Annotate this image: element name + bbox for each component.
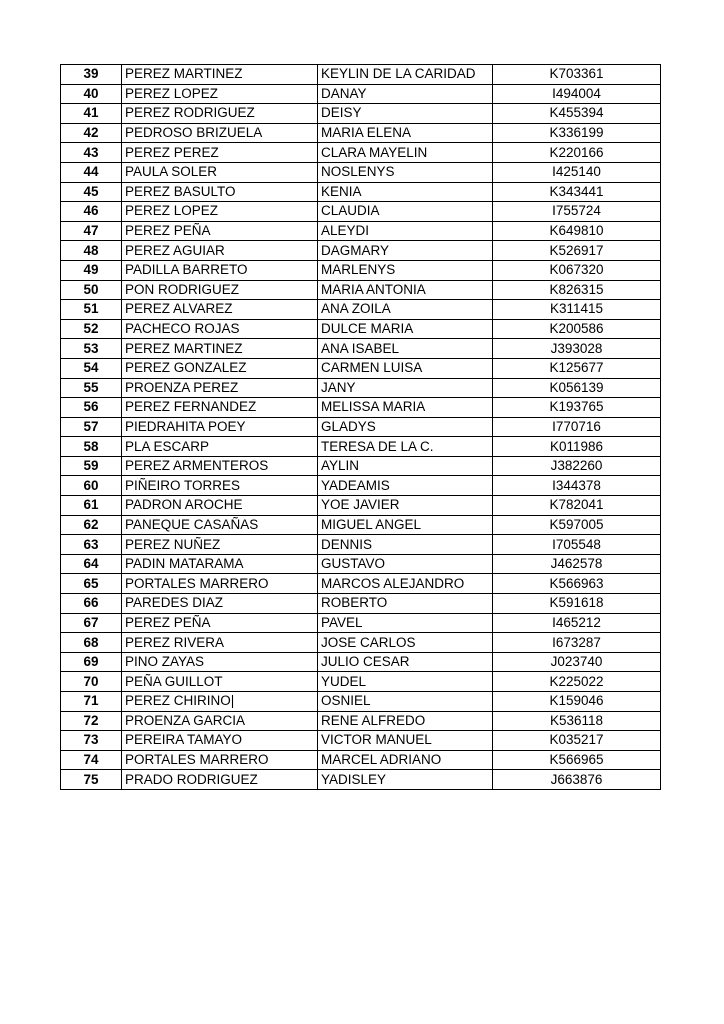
row-number: 66 [61,594,122,614]
id-number-cell: K035217 [493,731,661,751]
table-row [61,515,661,535]
table-row [61,182,661,202]
row-number: 50 [61,280,122,300]
surname-cell: PADILLA BARRETO [122,260,318,280]
row-number: 54 [61,358,122,378]
given-name-cell: MARLENYS [318,260,493,280]
id-number-cell: I705548 [493,535,661,555]
row-number: 47 [61,221,122,241]
surname-cell: PIÑEIRO TORRES [122,476,318,496]
table-row [61,358,661,378]
surname-cell: PEREZ AGUIAR [122,241,318,261]
row-number: 59 [61,456,122,476]
surname-cell: PEREZ MARTINEZ [122,339,318,359]
row-number: 68 [61,633,122,653]
surname-cell: PINO ZAYAS [122,652,318,672]
given-name-cell: VICTOR MANUEL [318,731,493,751]
id-number-cell: K591618 [493,594,661,614]
given-name-cell: GUSTAVO [318,554,493,574]
given-name-cell: DEISY [318,104,493,124]
id-number-cell: J393028 [493,339,661,359]
given-name-cell: NOSLENYS [318,162,493,182]
table-row [61,770,661,790]
given-name-cell: JULIO CESAR [318,652,493,672]
id-number-cell: K536118 [493,711,661,731]
row-number: 57 [61,417,122,437]
row-number: 71 [61,692,122,712]
id-number-cell: K336199 [493,123,661,143]
row-number: 69 [61,652,122,672]
row-number: 41 [61,104,122,124]
surname-cell: PADRON AROCHE [122,496,318,516]
given-name-cell: JOSE CARLOS [318,633,493,653]
table-row [61,280,661,300]
row-number: 51 [61,300,122,320]
row-number: 55 [61,378,122,398]
row-number: 73 [61,731,122,751]
id-number-cell: K826315 [493,280,661,300]
surname-cell: PRADO RODRIGUEZ [122,770,318,790]
row-number: 43 [61,143,122,163]
row-number: 65 [61,574,122,594]
id-number-cell: K311415 [493,300,661,320]
given-name-cell: MIGUEL ANGEL [318,515,493,535]
table-row [61,594,661,614]
surname-cell: PEREZ PEÑA [122,221,318,241]
row-number: 56 [61,398,122,418]
table-row [61,84,661,104]
row-number: 63 [61,535,122,555]
id-number-cell: I755724 [493,202,661,222]
row-number: 49 [61,260,122,280]
id-number-cell: K703361 [493,65,661,85]
given-name-cell: JANY [318,378,493,398]
row-number: 44 [61,162,122,182]
surname-cell: PROENZA GARCIA [122,711,318,731]
given-name-cell: DENNIS [318,535,493,555]
given-name-cell: TERESA DE LA C. [318,437,493,457]
id-number-cell: K649810 [493,221,661,241]
row-number: 70 [61,672,122,692]
given-name-cell: DANAY [318,84,493,104]
surname-cell: PEREZ ALVAREZ [122,300,318,320]
row-number: 72 [61,711,122,731]
id-number-cell: K566963 [493,574,661,594]
table-row [61,241,661,261]
table-row [61,339,661,359]
surname-cell: PLA ESCARP [122,437,318,457]
table-row [61,260,661,280]
id-number-cell: I344378 [493,476,661,496]
row-number: 45 [61,182,122,202]
table-row [61,202,661,222]
surname-cell: PEDROSO BRIZUELA [122,123,318,143]
row-number: 62 [61,515,122,535]
surname-cell: PADIN MATARAMA [122,554,318,574]
given-name-cell: MARIA ELENA [318,123,493,143]
row-number: 39 [61,65,122,85]
table-row [61,300,661,320]
given-name-cell: ANA ISABEL [318,339,493,359]
table-row [61,731,661,751]
table-row [61,692,661,712]
surname-cell: PANEQUE CASAÑAS [122,515,318,535]
id-number-cell: J663876 [493,770,661,790]
row-number: 74 [61,750,122,770]
roster-rows [61,65,661,790]
surname-cell: PAREDES DIAZ [122,594,318,614]
table-row [61,162,661,182]
row-number: 61 [61,496,122,516]
table-row [61,496,661,516]
surname-cell: PAULA SOLER [122,162,318,182]
table-row [61,143,661,163]
surname-cell: PEÑA GUILLOT [122,672,318,692]
surname-cell: PEREZ CHIRINO| [122,692,318,712]
surname-cell: PEREZ NUÑEZ [122,535,318,555]
table-row [61,319,661,339]
id-number-cell: I673287 [493,633,661,653]
given-name-cell: MARCEL ADRIANO [318,750,493,770]
id-number-cell: I465212 [493,613,661,633]
id-number-cell: K067320 [493,260,661,280]
surname-cell: PROENZA PEREZ [122,378,318,398]
row-number: 48 [61,241,122,261]
id-number-cell: K159046 [493,692,661,712]
table-row [61,417,661,437]
given-name-cell: CLAUDIA [318,202,493,222]
id-number-cell: K566965 [493,750,661,770]
surname-cell: PORTALES MARRERO [122,574,318,594]
surname-cell: PEREZ RIVERA [122,633,318,653]
table-row [61,437,661,457]
id-number-cell: I770716 [493,417,661,437]
table-row [61,65,661,85]
row-number: 60 [61,476,122,496]
table-row [61,554,661,574]
given-name-cell: MELISSA MARIA [318,398,493,418]
id-number-cell: I494004 [493,84,661,104]
table-row [61,104,661,124]
row-number: 53 [61,339,122,359]
table-row [61,711,661,731]
given-name-cell: ALEYDI [318,221,493,241]
surname-cell: PEREZ LOPEZ [122,84,318,104]
table-row [61,535,661,555]
surname-cell: PON RODRIGUEZ [122,280,318,300]
surname-cell: PEREZ BASULTO [122,182,318,202]
given-name-cell: MARCOS ALEJANDRO [318,574,493,594]
given-name-cell: CLARA MAYELIN [318,143,493,163]
table-row [61,652,661,672]
given-name-cell: OSNIEL [318,692,493,712]
given-name-cell: KENIA [318,182,493,202]
given-name-cell: GLADYS [318,417,493,437]
id-number-cell: K200586 [493,319,661,339]
id-number-cell: K125677 [493,358,661,378]
given-name-cell: YADISLEY [318,770,493,790]
given-name-cell: ROBERTO [318,594,493,614]
row-number: 42 [61,123,122,143]
table-row [61,476,661,496]
surname-cell: PEREZ RODRIGUEZ [122,104,318,124]
surname-cell: PEREIRA TAMAYO [122,731,318,751]
table-row [61,398,661,418]
id-number-cell: K343441 [493,182,661,202]
row-number: 64 [61,554,122,574]
surname-cell: PIEDRAHITA POEY [122,417,318,437]
table-row [61,672,661,692]
table-row [61,123,661,143]
id-number-cell: K455394 [493,104,661,124]
row-number: 75 [61,770,122,790]
id-number-cell: K782041 [493,496,661,516]
table-row [61,633,661,653]
id-number-cell: J382260 [493,456,661,476]
id-number-cell: J462578 [493,554,661,574]
given-name-cell: CARMEN LUISA [318,358,493,378]
id-number-cell: K220166 [493,143,661,163]
given-name-cell: MARIA ANTONIA [318,280,493,300]
id-number-cell: I425140 [493,162,661,182]
id-number-cell: K597005 [493,515,661,535]
surname-cell: PEREZ GONZALEZ [122,358,318,378]
surname-cell: PORTALES MARRERO [122,750,318,770]
given-name-cell: KEYLIN DE LA CARIDAD [318,65,493,85]
given-name-cell: YUDEL [318,672,493,692]
given-name-cell: RENE ALFREDO [318,711,493,731]
surname-cell: PEREZ LOPEZ [122,202,318,222]
given-name-cell: DULCE MARIA [318,319,493,339]
given-name-cell: YOE JAVIER [318,496,493,516]
given-name-cell: PAVEL [318,613,493,633]
id-number-cell: K225022 [493,672,661,692]
row-number: 46 [61,202,122,222]
table-row [61,613,661,633]
table-row [61,456,661,476]
roster-table [60,64,661,790]
given-name-cell: ANA ZOILA [318,300,493,320]
id-number-cell: K056139 [493,378,661,398]
id-number-cell: K011986 [493,437,661,457]
given-name-cell: DAGMARY [318,241,493,261]
table-row [61,574,661,594]
row-number: 67 [61,613,122,633]
surname-cell: PEREZ FERNANDEZ [122,398,318,418]
surname-cell: PACHECO ROJAS [122,319,318,339]
table-row [61,750,661,770]
surname-cell: PEREZ MARTINEZ [122,65,318,85]
row-number: 40 [61,84,122,104]
id-number-cell: K526917 [493,241,661,261]
row-number: 52 [61,319,122,339]
given-name-cell: YADEAMIS [318,476,493,496]
id-number-cell: J023740 [493,652,661,672]
surname-cell: PEREZ PEREZ [122,143,318,163]
given-name-cell: AYLIN [318,456,493,476]
surname-cell: PEREZ ARMENTEROS [122,456,318,476]
table-row [61,378,661,398]
table-row [61,221,661,241]
id-number-cell: K193765 [493,398,661,418]
surname-cell: PEREZ PEÑA [122,613,318,633]
row-number: 58 [61,437,122,457]
